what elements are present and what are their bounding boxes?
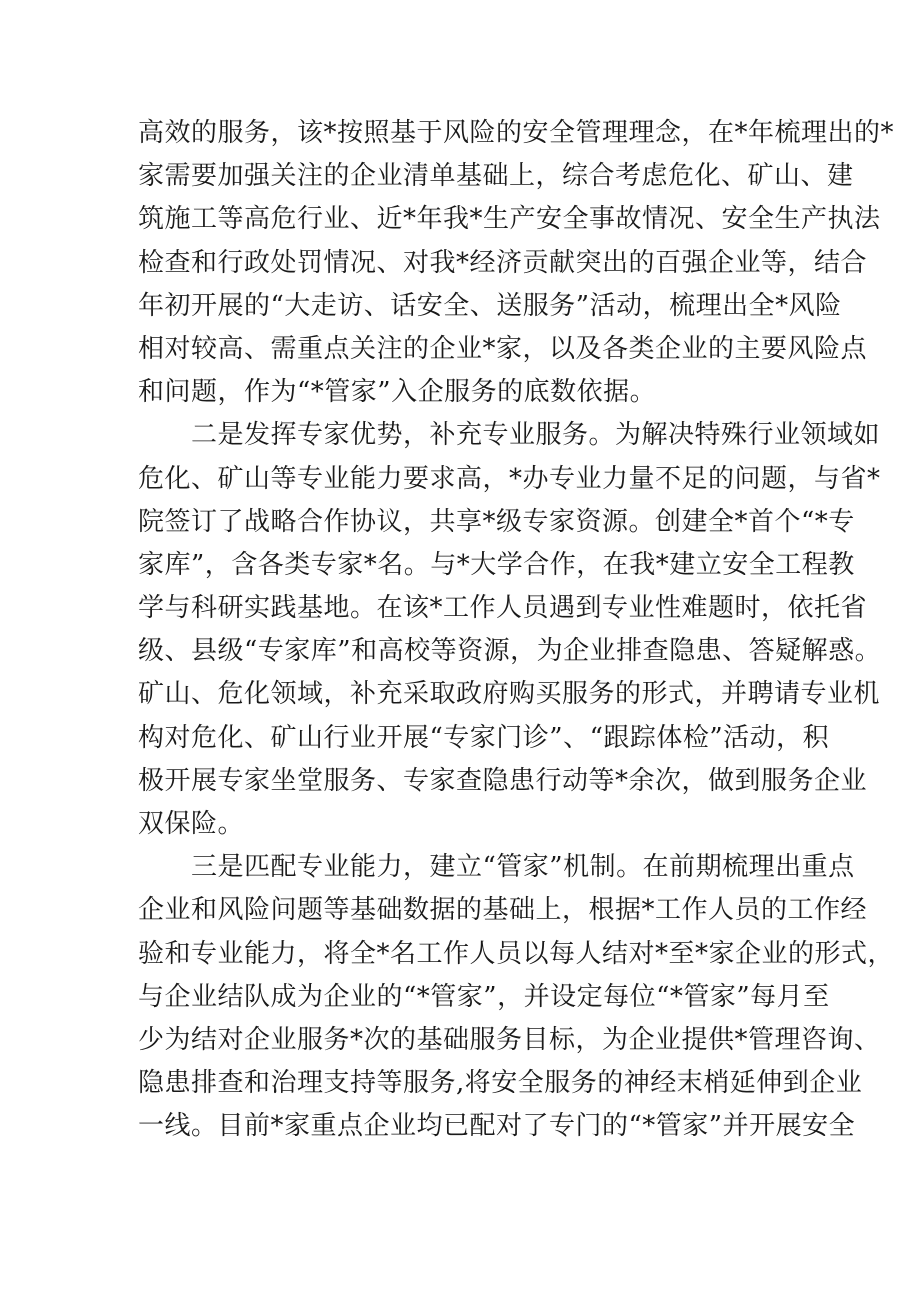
text-line: 相对较高、需重点关注的企业*家，以及各类企业的主要风险点	[138, 333, 868, 364]
text-line: 构对危化、矿山行业开展“专家门诊”、“跟踪体检”活动，积	[138, 722, 830, 753]
text-line: 年初开展的“大走访、话安全、送服务”活动，梳理出全*风险	[138, 290, 842, 321]
text-line: 隐患排查和治理支持等服务,将安全服务的神经末梢延伸到企业	[138, 1068, 863, 1099]
text-line: 危化、矿山等专业能力要求高，*办专业力量不足的问题，与省*	[138, 463, 881, 494]
text-line: 检查和行政处罚情况、对我*经济贡献突出的百强企业等，结合	[138, 247, 868, 278]
text-line: 院签订了战略合作协议，共享*级专家资源。创建全*首个“*专	[138, 506, 855, 537]
text-line: 学与科研实践基地。在该*工作人员遇到专业性难题时，依托省	[138, 593, 868, 624]
paragraph-start-line: 三是匹配专业能力，建立“管家”机制。在前期梳理出重点	[138, 852, 855, 883]
text-line: 和问题，作为“*管家”入企服务的底数依据。	[138, 377, 657, 408]
text-line: 极开展专家坐堂服务、专家查隐患行动等*余次，做到服务企业	[138, 765, 868, 796]
body-text	[138, 112, 895, 1149]
text-line: 高效的服务，该*按照基于风险的安全管理理念，在*年梳理出的*	[138, 118, 895, 148]
text-line: 家库”，含各类专家*名。与*大学合作，在我*建立安全工程教	[138, 549, 855, 580]
text-line: 与企业结队成为企业的“*管家”，并设定每位“*管家”每月至	[138, 981, 830, 1012]
text-line: 一线。目前*家重点企业均已配对了专门的“*管家”并开展安全	[138, 1111, 856, 1142]
text-line: 级、县级“专家库”和高校等资源，为企业排查隐患、答疑解惑。	[138, 636, 882, 667]
text-line: 双保险。	[138, 809, 245, 839]
text-line: 家需要加强关注的企业清单基础上，综合考虑危化、矿山、建	[138, 161, 854, 192]
text-line: 少为结对企业服务*次的基础服务目标，为企业提供*管理咨询、	[138, 1024, 881, 1055]
text-line: 验和专业能力，将全*名工作人员以每人结对*至*家企业的形式，	[138, 938, 895, 969]
text-line: 筑施工等高危行业、近*年我*生产安全事故情况、安全生产执法	[138, 204, 881, 235]
text-line: 矿山、危化领域，补充采取政府购买服务的形式，并聘请专业机	[138, 679, 881, 710]
paragraph-start-line: 二是发挥专家优势，补充专业服务。为解决特殊行业领域如	[138, 420, 881, 451]
text-line: 企业和风险问题等基础数据的基础上，根据*工作人员的工作经	[138, 895, 868, 926]
